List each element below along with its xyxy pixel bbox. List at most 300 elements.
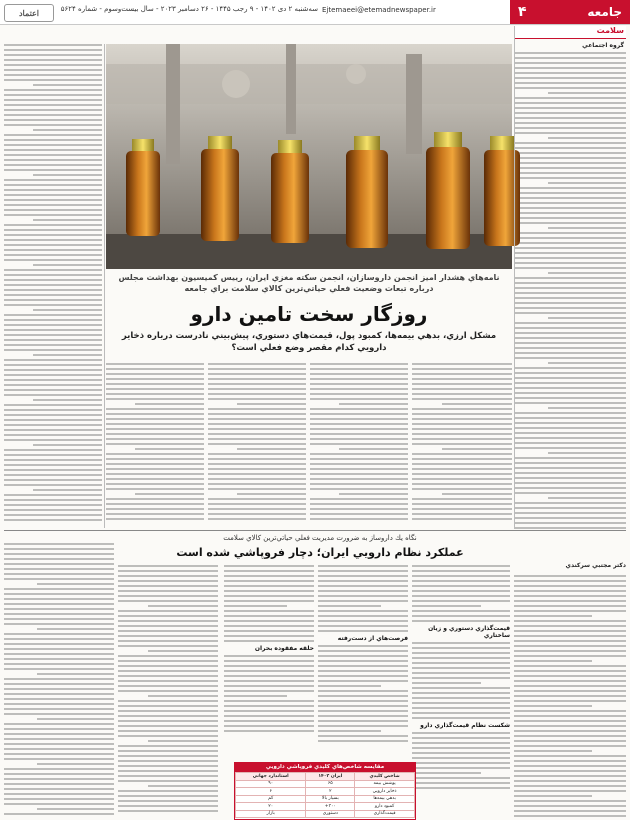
text-line bbox=[514, 575, 626, 577]
text-line bbox=[4, 738, 114, 740]
text-line bbox=[514, 197, 626, 199]
lower-subhead: شكست نظام قيمت‌گذاري دارو bbox=[420, 722, 510, 729]
text-line bbox=[514, 610, 626, 612]
text-line bbox=[514, 635, 626, 637]
column-rule bbox=[104, 44, 105, 528]
text-line bbox=[412, 682, 481, 684]
text-line bbox=[4, 504, 102, 506]
text-line bbox=[4, 299, 102, 301]
text-line bbox=[514, 580, 626, 582]
text-line bbox=[4, 274, 102, 276]
table-cell: ۹۰ bbox=[236, 780, 306, 788]
text-line bbox=[4, 514, 102, 516]
text-line bbox=[118, 665, 218, 667]
text-line bbox=[514, 387, 626, 389]
main-story-column-2 bbox=[310, 360, 408, 526]
text-line bbox=[4, 464, 102, 466]
text-line bbox=[4, 803, 114, 805]
text-line bbox=[118, 645, 218, 647]
text-line bbox=[118, 630, 218, 632]
lower-teaser: نگاه يك داروساز به ضرورت مديريت فعلي حياتي‌ترين كالاي سلامت bbox=[223, 534, 417, 542]
text-line bbox=[514, 242, 626, 244]
text-line bbox=[118, 610, 218, 612]
text-line bbox=[514, 605, 626, 607]
text-line bbox=[4, 59, 102, 61]
text-line bbox=[208, 363, 306, 365]
text-line bbox=[318, 705, 408, 707]
text-line bbox=[318, 625, 408, 627]
text-line bbox=[442, 493, 512, 495]
text-line bbox=[318, 565, 408, 567]
text-line bbox=[208, 433, 306, 435]
text-line bbox=[514, 347, 626, 349]
text-line bbox=[412, 575, 510, 577]
text-line bbox=[4, 204, 102, 206]
text-line bbox=[514, 810, 626, 812]
text-line bbox=[4, 124, 102, 126]
text-line bbox=[4, 384, 102, 386]
text-line bbox=[106, 443, 204, 445]
table-cell: ۲ bbox=[306, 788, 355, 796]
text-line bbox=[514, 57, 626, 59]
text-line bbox=[118, 765, 218, 767]
text-line bbox=[412, 453, 512, 455]
text-line bbox=[318, 590, 408, 592]
text-line bbox=[4, 618, 114, 620]
text-line bbox=[514, 157, 626, 159]
text-line bbox=[224, 575, 314, 577]
text-line bbox=[106, 368, 204, 370]
text-line bbox=[514, 482, 626, 484]
text-line bbox=[4, 289, 102, 291]
text-line bbox=[118, 795, 218, 797]
text-line bbox=[4, 678, 114, 680]
text-line bbox=[412, 692, 510, 694]
text-line bbox=[412, 732, 510, 734]
text-line bbox=[318, 740, 408, 742]
text-line bbox=[310, 498, 408, 500]
text-line bbox=[4, 469, 102, 471]
text-line bbox=[148, 785, 218, 787]
text-line bbox=[412, 657, 510, 659]
text-line bbox=[4, 109, 102, 111]
text-line bbox=[37, 673, 114, 675]
text-line bbox=[412, 752, 510, 754]
text-line bbox=[514, 775, 626, 777]
text-line bbox=[514, 477, 626, 479]
text-line bbox=[310, 443, 408, 445]
text-line bbox=[4, 578, 114, 580]
text-line bbox=[106, 388, 204, 390]
text-line bbox=[33, 84, 102, 86]
text-line bbox=[548, 317, 626, 319]
text-line bbox=[318, 660, 408, 662]
text-line bbox=[310, 378, 408, 380]
text-line bbox=[4, 793, 114, 795]
text-line bbox=[33, 444, 102, 446]
text-line bbox=[208, 428, 306, 430]
text-line bbox=[514, 502, 626, 504]
text-line bbox=[318, 600, 408, 602]
table-header-cell: ايران ۱۴۰۲ bbox=[306, 773, 355, 781]
text-line bbox=[4, 79, 102, 81]
text-line bbox=[310, 428, 408, 430]
text-line bbox=[106, 508, 204, 510]
text-line bbox=[514, 162, 626, 164]
text-line bbox=[514, 422, 626, 424]
text-line bbox=[33, 399, 102, 401]
text-line bbox=[4, 573, 114, 575]
section-email: Ejtemaeei@etemadnewspaper.ir bbox=[322, 6, 436, 14]
main-story-column-3 bbox=[208, 360, 306, 526]
text-line bbox=[412, 428, 512, 430]
text-line bbox=[4, 144, 102, 146]
text-line bbox=[514, 232, 626, 234]
text-line bbox=[4, 653, 114, 655]
text-line bbox=[208, 473, 306, 475]
text-line bbox=[4, 234, 102, 236]
table-cell: كم bbox=[236, 795, 306, 803]
text-line bbox=[4, 394, 102, 396]
text-line bbox=[548, 362, 626, 364]
text-line bbox=[4, 194, 102, 196]
text-line bbox=[318, 595, 408, 597]
text-line bbox=[4, 788, 114, 790]
text-line bbox=[310, 363, 408, 365]
text-line bbox=[514, 187, 626, 189]
text-line bbox=[4, 409, 102, 411]
text-line bbox=[514, 192, 626, 194]
text-line bbox=[4, 339, 102, 341]
text-line bbox=[318, 730, 381, 732]
text-line bbox=[148, 605, 218, 607]
table-header-row bbox=[236, 773, 415, 781]
text-line bbox=[514, 67, 626, 69]
text-line bbox=[514, 665, 626, 667]
text-line bbox=[118, 800, 218, 802]
text-line bbox=[514, 297, 626, 299]
text-line bbox=[412, 388, 512, 390]
text-line bbox=[4, 374, 102, 376]
text-line bbox=[4, 389, 102, 391]
text-line bbox=[4, 683, 114, 685]
text-line bbox=[4, 294, 102, 296]
text-line bbox=[4, 304, 102, 306]
text-line bbox=[118, 675, 218, 677]
text-line bbox=[514, 720, 626, 722]
text-line bbox=[514, 377, 626, 379]
text-line bbox=[237, 448, 306, 450]
text-line bbox=[106, 428, 204, 430]
text-line bbox=[514, 750, 592, 752]
text-line bbox=[4, 713, 114, 715]
text-line bbox=[208, 513, 306, 515]
text-line bbox=[118, 640, 218, 642]
text-line bbox=[514, 630, 626, 632]
text-line bbox=[4, 179, 102, 181]
text-line bbox=[412, 605, 481, 607]
text-line bbox=[118, 615, 218, 617]
text-line bbox=[514, 432, 626, 434]
body-text-block bbox=[514, 52, 626, 529]
rubric-label: سلامت bbox=[514, 26, 626, 39]
text-line bbox=[4, 543, 114, 545]
text-line bbox=[514, 512, 626, 514]
text-line bbox=[514, 705, 592, 707]
text-line bbox=[514, 745, 626, 747]
text-line bbox=[514, 795, 592, 797]
text-line bbox=[318, 670, 408, 672]
text-line bbox=[4, 563, 114, 565]
text-line bbox=[148, 695, 218, 697]
text-line bbox=[148, 650, 218, 652]
text-line bbox=[33, 354, 102, 356]
table-cell: پوشش بيمه bbox=[355, 780, 415, 788]
section-divider bbox=[4, 530, 626, 531]
text-line bbox=[412, 580, 510, 582]
text-line bbox=[4, 404, 102, 406]
text-line bbox=[208, 398, 306, 400]
text-line bbox=[514, 685, 626, 687]
text-line bbox=[412, 483, 512, 485]
text-line bbox=[224, 680, 314, 682]
section-banner bbox=[510, 0, 630, 24]
text-line bbox=[548, 182, 626, 184]
table-cell: كمبود دارو bbox=[355, 803, 415, 811]
text-line bbox=[514, 382, 626, 384]
text-line bbox=[514, 615, 592, 617]
text-line bbox=[514, 620, 626, 622]
text-line bbox=[514, 332, 626, 334]
text-line bbox=[514, 372, 626, 374]
text-line bbox=[514, 760, 626, 762]
text-line bbox=[106, 383, 204, 385]
text-line bbox=[224, 570, 314, 572]
text-line bbox=[339, 493, 408, 495]
text-line bbox=[318, 575, 408, 577]
text-line bbox=[514, 357, 626, 359]
text-line bbox=[514, 700, 626, 702]
text-line bbox=[412, 438, 512, 440]
text-line bbox=[514, 507, 626, 509]
text-line bbox=[514, 437, 626, 439]
text-line bbox=[412, 570, 510, 572]
text-line bbox=[514, 805, 626, 807]
text-line bbox=[4, 753, 114, 755]
text-line bbox=[4, 593, 114, 595]
text-line bbox=[514, 457, 626, 459]
text-line bbox=[224, 590, 314, 592]
text-line bbox=[4, 379, 102, 381]
text-line bbox=[208, 383, 306, 385]
text-line bbox=[4, 494, 102, 496]
text-line bbox=[514, 307, 626, 309]
table-cell: بدهي بيمه‌ها bbox=[355, 795, 415, 803]
text-line bbox=[514, 217, 626, 219]
text-line bbox=[4, 199, 102, 201]
text-line bbox=[514, 392, 626, 394]
text-line bbox=[318, 735, 408, 737]
page-header bbox=[0, 0, 630, 25]
text-line bbox=[514, 262, 626, 264]
text-line bbox=[118, 775, 218, 777]
text-line bbox=[310, 488, 408, 490]
text-line bbox=[4, 553, 114, 555]
text-line bbox=[237, 493, 306, 495]
text-line bbox=[118, 670, 218, 672]
text-line bbox=[412, 757, 510, 759]
text-line bbox=[548, 137, 626, 139]
text-line bbox=[412, 398, 512, 400]
table-cell: بسيار بالا bbox=[306, 795, 355, 803]
text-line bbox=[4, 588, 114, 590]
text-line bbox=[514, 122, 626, 124]
text-line bbox=[514, 282, 626, 284]
text-line bbox=[318, 620, 408, 622]
text-line bbox=[514, 447, 626, 449]
text-line bbox=[4, 558, 114, 560]
text-line bbox=[514, 645, 626, 647]
text-line bbox=[224, 600, 314, 602]
text-line bbox=[412, 585, 510, 587]
text-line bbox=[118, 660, 218, 662]
text-line bbox=[318, 720, 408, 722]
text-line bbox=[118, 735, 218, 737]
text-line bbox=[118, 730, 218, 732]
text-line bbox=[514, 695, 626, 697]
text-line bbox=[4, 633, 114, 635]
text-line bbox=[4, 329, 102, 331]
column-rule bbox=[514, 26, 515, 528]
text-line bbox=[224, 695, 287, 697]
text-line bbox=[224, 640, 314, 642]
text-line bbox=[318, 630, 408, 632]
text-line bbox=[4, 44, 102, 46]
text-line bbox=[4, 658, 114, 660]
text-line bbox=[208, 418, 306, 420]
text-line bbox=[514, 595, 626, 597]
text-line bbox=[310, 418, 408, 420]
newspaper-logo: اعتماد bbox=[4, 4, 54, 22]
text-line bbox=[118, 780, 218, 782]
text-line bbox=[4, 119, 102, 121]
text-line bbox=[412, 478, 512, 480]
text-line bbox=[318, 645, 408, 647]
text-line bbox=[4, 519, 102, 521]
lower-byline: دكتر مجتبي سركندي bbox=[565, 562, 626, 569]
table-row bbox=[236, 788, 415, 796]
text-line bbox=[33, 264, 102, 266]
text-line bbox=[224, 620, 314, 622]
text-line bbox=[118, 790, 218, 792]
text-line bbox=[106, 418, 204, 420]
text-line bbox=[4, 484, 102, 486]
text-line bbox=[118, 565, 218, 567]
text-line bbox=[4, 164, 102, 166]
text-line bbox=[4, 743, 114, 745]
text-line bbox=[4, 104, 102, 106]
text-line bbox=[514, 785, 626, 787]
text-line bbox=[118, 715, 218, 717]
text-line bbox=[412, 433, 512, 435]
text-line bbox=[514, 755, 626, 757]
text-line bbox=[118, 770, 218, 772]
table-cell: بازار bbox=[236, 810, 306, 818]
text-line bbox=[118, 620, 218, 622]
text-line bbox=[4, 269, 102, 271]
text-line bbox=[4, 708, 114, 710]
text-line bbox=[118, 685, 218, 687]
text-line bbox=[412, 712, 510, 714]
text-line bbox=[118, 805, 218, 807]
text-line bbox=[318, 710, 408, 712]
text-line bbox=[4, 768, 114, 770]
text-line bbox=[514, 207, 626, 209]
text-line bbox=[224, 630, 314, 632]
text-line bbox=[118, 635, 218, 637]
text-line bbox=[514, 127, 626, 129]
text-line bbox=[514, 322, 626, 324]
text-line bbox=[514, 472, 626, 474]
text-line bbox=[208, 413, 306, 415]
text-line bbox=[118, 580, 218, 582]
text-line bbox=[514, 267, 626, 269]
text-line bbox=[4, 703, 114, 705]
text-line bbox=[514, 527, 626, 529]
text-line bbox=[4, 439, 102, 441]
text-line bbox=[106, 518, 204, 520]
text-line bbox=[106, 413, 204, 415]
text-line bbox=[4, 414, 102, 416]
text-line bbox=[442, 448, 512, 450]
text-line bbox=[4, 603, 114, 605]
text-line bbox=[514, 292, 626, 294]
text-line bbox=[514, 287, 626, 289]
text-line bbox=[224, 725, 314, 727]
text-line bbox=[4, 49, 102, 51]
text-line bbox=[4, 459, 102, 461]
pharmacy-bottles-photo bbox=[106, 44, 512, 269]
text-line bbox=[514, 640, 626, 642]
text-line bbox=[514, 800, 626, 802]
text-line bbox=[514, 247, 626, 249]
section-title: جامعه bbox=[587, 5, 622, 19]
text-line bbox=[4, 54, 102, 56]
text-line bbox=[135, 448, 204, 450]
text-line bbox=[4, 139, 102, 141]
text-line bbox=[4, 663, 114, 665]
text-line bbox=[118, 710, 218, 712]
text-line bbox=[4, 344, 102, 346]
text-line bbox=[4, 324, 102, 326]
text-line bbox=[412, 408, 512, 410]
lower-column-5 bbox=[118, 562, 218, 818]
text-line bbox=[514, 352, 626, 354]
table-cell: ۶ bbox=[236, 788, 306, 796]
text-line bbox=[224, 710, 314, 712]
text-line bbox=[4, 598, 114, 600]
text-line bbox=[310, 508, 408, 510]
text-line bbox=[208, 408, 306, 410]
text-line bbox=[310, 423, 408, 425]
text-line bbox=[514, 257, 626, 259]
text-line bbox=[514, 112, 626, 114]
text-line bbox=[208, 508, 306, 510]
text-line bbox=[4, 688, 114, 690]
text-line bbox=[208, 503, 306, 505]
text-line bbox=[208, 438, 306, 440]
text-line bbox=[4, 424, 102, 426]
